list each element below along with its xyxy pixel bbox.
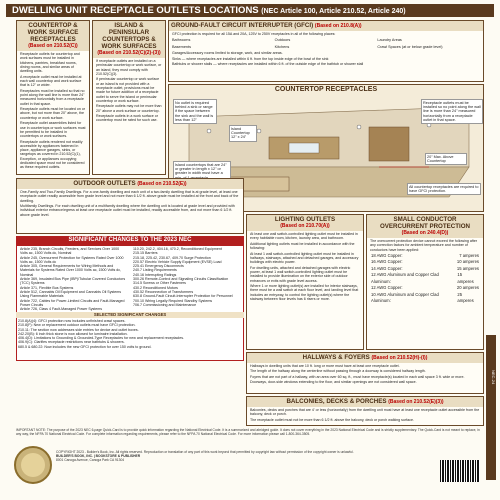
small-conductor-section [366,214,484,350]
page-title [6,4,494,17]
awg-row: 12 AWG Copper: 20 amperes [371,285,479,291]
changes-heading: SIGNIFICANT CHANGES TO THE 2023 NEC [16,236,244,245]
outdoor-section [16,178,244,234]
publisher-address: 8001 Canoga Avenue, Canoga Park CA 91304 [56,458,125,462]
gfci-places-row-2: Basements Kitchens Crawl Spaces (at or below grade level) [172,44,443,49]
countertop-text: Receptacle outlets for countertop and work surfaces must be installed in kitchens, pantries, breakfast rooms, dining rooms, and similar areas of dwelling units. A receptacle outlet must be installed at each wall countertop and work surface that is 12" or wider. Receptacles must be installed so that no point along the wall line is more than 24" measured horizontally from a receptacle outlet in that space. Receptacle outlets must be located on or above, but not more than 20" above, the countertop or work surface. Receptacle outlet assemblies listed for use in countertops or work surfaces must be permitted to be installed in countertops or work surfaces. Receptacle outlets rendered not readily accessible by appliances fastened in place, appliance garages, sinks, or rangetops as covered in 210.52(C)(1), Exception, or appliances occupying dedicated space must not be considered as these required outlets. [20,52,86,170]
selected-changes-heading: SELECTED SIGNIFICANT CHANGES [16,312,244,318]
hallways-section [246,352,484,394]
gfci-heading: GROUND-FAULT CIRCUIT INTERRUPTER (GFCI) (Based on 210.8(A)) [169,21,483,31]
footer-copyright: COPYRIGHT 2023 - Builder's Book, Inc. All rights reserved. Reproduction or translation of any part of this work beyond that permitted by copyright law without permission of the copyright owner is unlawful. BUILDER'S BOOK, INC. | BOOKSTORE & PUBLISHER 8001 Canoga Avenue, Canoga Park CA 91304 [56,450,436,462]
side-code: NEC-24 [491,370,496,385]
island-label: Island Countertop 12" x 24" [229,125,257,142]
awg-row: 18 AWG Copper: 7 amperes [371,252,479,258]
gfci-intro: GFCI protection is required for all 15A and 20A, 125V to 250V receptacles in all of the following places: [172,32,336,36]
gfci-places-row-1: Bathrooms Outdoors Laundry Areas [172,38,402,43]
island-text: If receptacle outlets are installed on a peninsular countertop or work surface, or an island, they must comply with 210.52(C)(3). If peninsular countertop or work surface or an island is not provided with a receptacle outlet, provisions must be made for future addition of a receptacle outlet to serve the island or peninsular countertop or work surface. Receptacle outlets may not be more than 20" above a work surface or countertop. Receptacle outlets in a work surface or countertop must be rated for such use. [96,59,162,123]
countertop-heading: COUNTERTOP & WORK SURFACE RECEPTACLES (Based on 210.52(C)) [17,21,89,51]
changes-col-sections: 110.20, 242.2, 404.16, 470.2, Reconditioned Equipment 215.15 Barriers 215.18, 225.42, 230.67, 409.70 Surge Protection 220.57 Electric Vehicle Supply Equipment (EVSE) Load 225.41 Emergency Disconnects 240.7 Listing Requirements 240.16 Interrupting Ratings 300.26 Remote-Control and Signaling Circuits Classification 314.5 Screws or Other Fasteners 430.2 Reconditioned Motors 430.52 Reconnection of Transformers 630.8 Ground-Fault Circuit-Interrupter Protection for Personnel 700.10 Wiring Legally Required Standby Systems 706.7 Commissioning and Maintenance [133,247,233,307]
island-heading: ISLAND & PENINSULAR COUNTERTOPS & WORK SURFACES (Based on 210.52(C)(2)-(3)) [93,21,165,58]
selected-changes-list: 210.8(A)(4): GFCI protection now includes unfinished crawl spaces. 210.8(F): New or replacement outdoor outlets must have GFCI protection. 210.11: The section now addresses side entries for device and outlet boxes. 242.20(B): 6 inch thick stone is now allowed for luminaire installation. 406.4(D): Limitations to Grounding & Grounded-Type Receptacles for new and replacement receptacles. 406.9(C): Clarifies receptacle restrictions near bathtubs & showers. 680.5 & 680.22: Now includes the new GFCI protection for over 150 volts to ground. [18,319,242,349]
gfci-section [168,20,484,82]
awg-row: 16 AWG Copper: 10 amperes [371,259,479,265]
hallways-text: Hallways in dwelling units that are 10 ft. long or more must have at least one receptacle outlet. The length of the hallway along the centerline without passing through a doorway is considered hallway length. Foyers that are not part of a hallway, with an area over 60 sq. ft., must have receptacle(s) located in each wall space 3 ft. wide or more. Doorways, door-side windows extending to the floor, and similar openings are not considered wall space. [250,364,465,385]
lighting-text: At least one wall switch-controlled lighting outlet must be installed in every habitable room, kitchen, laundry area, and bathroom. Additional lighting outlets must be installed in accordance with the following: At least 1 wall switch-controlled lighting outlet must be installed in hallways, stairways, attached and detached garages, and accessory buildings with electric power. For dwelling units, attached and detached garages with electric power, at least 1 wall switch-controlled lighting outlet must be installed to provide illumination on the exterior side of outdoor entrances or exits with grade level access. Where 1 or more lighting outlet(s) are installed for interior stairways, there must be a wall switch at each floor level, and landing level that includes an entryway, to control the lighting outlet(s) where the stairway between floor levels has 6 risers or more. [250,232,359,301]
important-note: IMPORTANT NOTE: The purpose of the 2023 NEC 6-page Quick-Card is to provide quick information regarding the National Electrical Code. It is a summarized and abridged guide. It does not cover everything in the 2023 National Electrical Code and is strictly supplementary. The Quick-Card is not meant to replace, in any way, the NFPA 70 National Electrical Code. For complete information regarding requirements, please refer to the NFPA 70 National Electrical Code. For more information please call 1-800-364-3505. [16,428,480,436]
publisher-name: BUILDER'S BOOK, INC. | BOOKSTORE & PUBLISHER [56,454,141,458]
hallways-heading: HALLWAYS & FOYERS (Based on 210.52(H)-(I)) [247,353,483,363]
small-conductor-heading: SMALL CONDUCTOR OVERCURRENT PROTECTION (Based on 240.4(D)) [367,215,483,238]
island-section [92,20,166,175]
lighting-section [246,214,364,350]
balconies-text: Balconies, decks and porches that are 4' or less (horizontally) from the dwelling unit must have at least one receptacle outlet accessible from the balcony, deck or porch. The receptacle outlet must not be more than 6 1/2 ft. above the balcony, deck or porch walking surface. [250,408,480,422]
gfci-more: Garages/Accessory rooms limited to storage, work, and similar areas. Sinks — where receptacles are installed within 6 ft. from the top inside edge of the bowl of the sink Bathtubs or shower stalls — where receptacles are installed within 6 ft. of the outside edge of the bathtub or shower stall [172,51,364,67]
small-conductor-text: The overcurrent protection device cannot exceed the following after any correction factors for ambient temperature and number of conductors have been applied: [370,239,478,252]
changes-col-articles: Article 235, Branch Circuits, Feeders, and Services Over 1000 Volts ac, 1500 Volts dc, Nominal Article 245, Overcurrent Protection for Systems Rated Over 1000 Volts ac, 1500 Volts dc Article 305, General Requirements for Wiring Methods and Materials for Systems Rated Over 1000 Volts ac, 1500 Volts dc, Nominal Article 369, Insulated Bus Pipe (IBP)/Tubular Covered Conductors (TCC) Systems Article 371, Flexible Bus Systems Article 512, Cannabis Oil Equipment and Cannabis Oil Systems Using Flammable Materials Article 722, Cables for Power-Limited Circuits and Fault-Managed Power Circuits Article 726, Class 4 Fault-Managed Power Systems [20,247,126,312]
awg-row: 12 AWG Aluminum and Copper Clad Aluminum: 15 amperes [371,272,474,284]
countertop-section [16,20,90,175]
awg-row: 10 AWG Aluminum and Copper Clad Aluminum: 25 amperes [371,291,474,304]
max-above-label: 20" Max. Above Countertop [425,153,467,165]
title-ref: (NEC Article 100, Article 210.52, Article 240) [261,8,406,15]
balconies-section [246,396,484,426]
publisher-seal-icon [14,446,52,484]
awg-row: 14 AWG Copper: 15 amperes [371,265,479,271]
countertop-diagram-heading: COUNTERTOP RECEPTACLES [169,85,483,94]
lighting-heading: LIGHTING OUTLETS (Based on 210.70(A)) [247,215,363,231]
side-strip [486,335,496,480]
gfci-note-label: All countertop receptacles are required to have GFCI protection. [407,183,481,195]
outdoor-text: One-Family and Two-Family Dwellings. For a one-family dwelling and each unit of a two-family dwelling that is at grade level, at least one receptacle outlet readily accessible from grade level and not more than 6 1/2 ft. above grade must be installed at the front and back of the dwelling. Multifamily Dwellings. For each dwelling unit of a multifamily dwelling where the dwelling unit is located at grade level and provided with individual exterior entrance/egress at least one receptacle outlet must be installed, readily accessible from, and not more than 6 1/2 ft. above grade level. [20,190,239,217]
barcode-icon [440,460,480,482]
title-main: DWELLING UNIT RECEPTACLE OUTLETS LOCATIONS [12,5,259,16]
spaced-label: Receptacle outlets must be installed so no point along the wall line is more than 24" measured horizontally from a receptacle outlet in that space. [421,99,483,124]
balconies-heading: BALCONIES, DECKS & PORCHES (Based on 210.52(E)(3)) [247,397,483,407]
outdoor-heading: OUTDOOR OUTLETS (Based on 210.52(E)) [17,179,243,189]
no-outlet-label: No outlet is required behind a sink or range if the space between the sink and the wall is less than 12" [173,99,217,124]
island-min-label: Island countertops that are 24" or greater in length x 12" or greater in width must have a [173,161,231,182]
